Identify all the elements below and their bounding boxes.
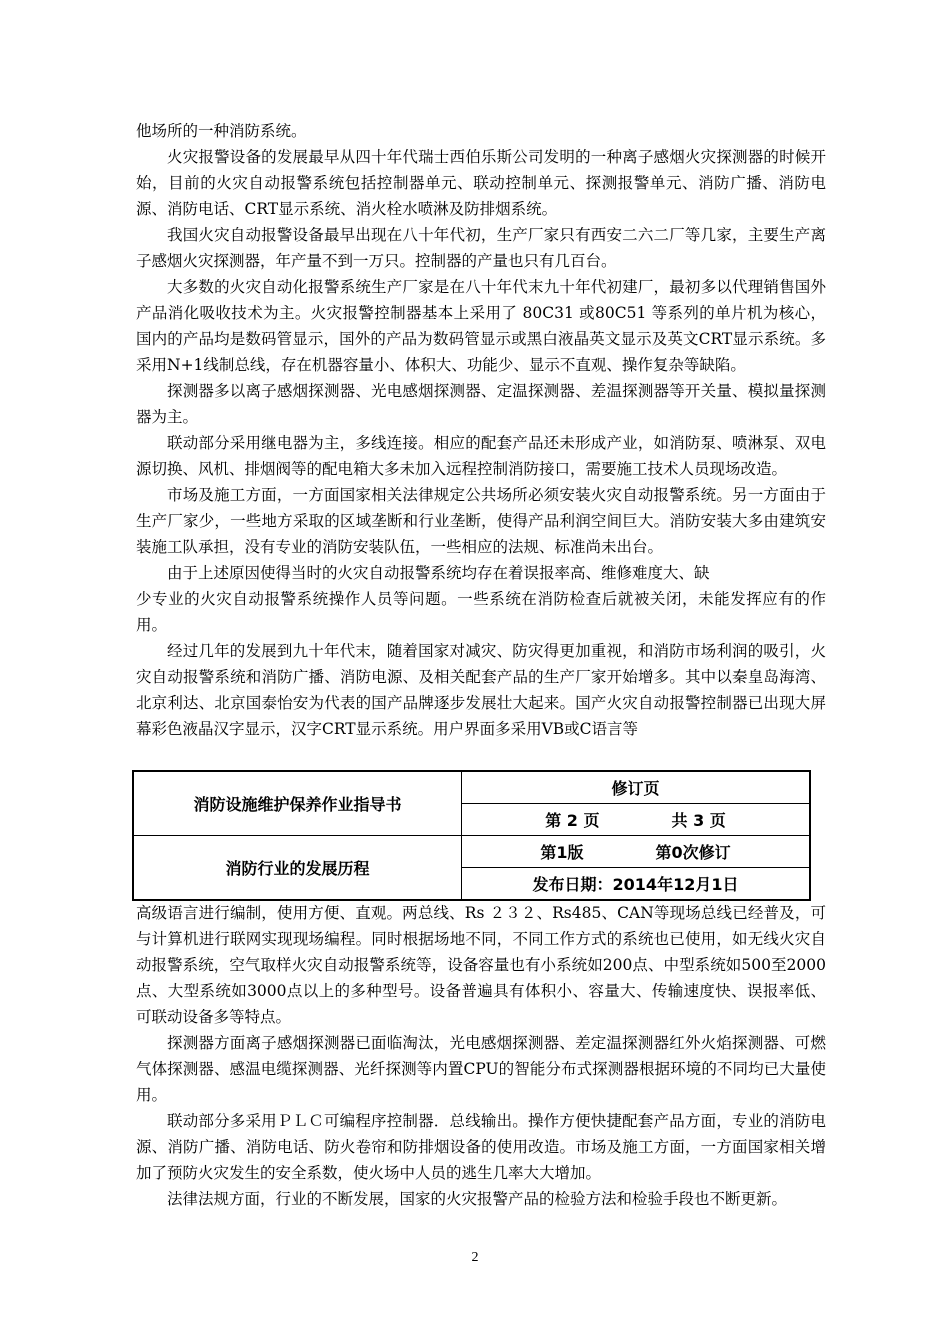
- body-text-lower: [136, 900, 826, 1212]
- document-header-table: [132, 770, 811, 901]
- paragraph: 他场所的一种消防系统。: [136, 122, 307, 140]
- paragraph: 联动部分多采用ＰＬＣ可编程序控制器．总线输出。操作方便快捷配套产品方面，专业的消防电源、消防广播、消防电话、防火卷帘和防排烟设备的使用改造。市场及施工方面，一方面国家相关增加了预防火灾发生的安全系数，使火场中人员的逃生几率大大增加。: [136, 1112, 826, 1182]
- doc-title: 消防设施维护保养作业指导书: [133, 771, 462, 836]
- paragraph: 大多数的火灾自动化报警系统生产厂家是在八十年代末九十年代初建厂，最初多以代理销售国外产品消化吸收技术为主。火灾报警控制器基本上采用了 80C31 或80C51 等系列的单片机为核心，国内的产品均是数码管显示，国外的产品为数码管显示或黑白液晶英文显示及英文CRT显示系统。多采用N+1线制总线，存在机器容量小、体积大、功能少、显示不直观、操作复杂等缺陷。: [136, 278, 826, 374]
- paragraph: 经过几年的发展到九十年代末，随着国家对减灾、防灾得更加重视，和消防市场利润的吸引，火灾自动报警系统和消防广播、消防电源、及相关配套产品的生产厂家开始增多。其中以秦皇岛海湾、北京利达、北京国泰怡安为代表的国产品牌逐步发展壮大起来。国产火灾自动报警控制器已出现大屏幕彩色液晶汉字显示，汉字CRT显示系统。用户界面多采用VB或C语言等: [136, 642, 826, 738]
- revision-label: 修订页: [462, 771, 811, 804]
- section-title: 消防行业的发展历程: [133, 836, 462, 901]
- paragraph: 探测器方面离子感烟探测器已面临淘汰，光电感烟探测器、差定温探测器红外火焰探测器、可燃气体探测器、感温电缆探测器、光纤探测等内置CPU的智能分布式探测器根据环境的不同均已大量使用。: [136, 1034, 826, 1104]
- paragraph: 我国火灾自动报警设备最早出现在八十年代初，生产厂家只有西安二六二厂等几家，主要生产离子感烟火灾探测器，年产量不到一万只。控制器的产量也只有几百台。: [136, 226, 826, 270]
- version-info: [462, 836, 811, 868]
- paragraph: 少专业的火灾自动报警系统操作人员等问题。一些系统在消防检查后就被关闭，未能发挥应有的作用。: [136, 590, 826, 634]
- paragraph: 由于上述原因使得当时的火灾自动报警系统均存在着误报率高、维修难度大、缺: [167, 564, 710, 582]
- revision-count: 第0次修订: [655, 843, 731, 862]
- paragraph: 火灾报警设备的发展最早从四十年代瑞士西伯乐斯公司发明的一种离子感烟火灾探测器的时候开始，目前的火灾自动报警系统包括控制器单元、联动控制单元、探测报警单元、消防广播、消防电源、消防电话、CRT显示系统、消火栓水喷淋及防排烟系统。: [136, 148, 826, 218]
- page-info: [462, 804, 811, 836]
- paragraph: 联动部分采用继电器为主，多线连接。相应的配套产品还未形成产业，如消防泵、喷淋泵、双电源切换、风机、排烟阀等的配电箱大多未加入远程控制消防接口，需要施工技术人员现场改造。: [136, 434, 826, 478]
- page-number: 2: [471, 1250, 479, 1265]
- publish-date: 发布日期：2014年12月1日: [462, 868, 811, 901]
- total-pages-label: 共 3 页: [671, 811, 726, 830]
- paragraph: 探测器多以离子感烟探测器、光电感烟探测器、定温探测器、差温探测器等开关量、模拟量探测器为主。: [136, 382, 826, 426]
- page-label: 第 2 页: [545, 811, 600, 830]
- version-label: 第1版: [540, 843, 584, 862]
- paragraph: 法律法规方面，行业的不断发展，国家的火灾报警产品的检验方法和检验手段也不断更新。: [167, 1190, 788, 1208]
- body-text-upper: [136, 118, 826, 742]
- paragraph: 市场及施工方面，一方面国家相关法律规定公共场所必须安装火灾自动报警系统。另一方面由于生产厂家少，一些地方采取的区域垄断和行业垄断，使得产品利润空间巨大。消防安装大多由建筑安装施工队承担，没有专业的消防安装队伍，一些相应的法规、标准尚未出台。: [136, 486, 826, 556]
- paragraph: 高级语言进行编制，使用方便、直观。两总线、Rs ２３２、Rs485、CAN等现场总线已经普及，可与计算机进行联网实现现场编程。同时根据场地不同，不同工作方式的系统也已使用，如无线火灾自动报警系统，空气取样火灾自动报警系统等，设备容量也有小系统如200点、中型系统如500至2000点、大型系统如3000点以上的多种型号。设备普遍具有体积小、容量大、传输速度快、误报率低、可联动设备多等特点。: [136, 904, 826, 1026]
